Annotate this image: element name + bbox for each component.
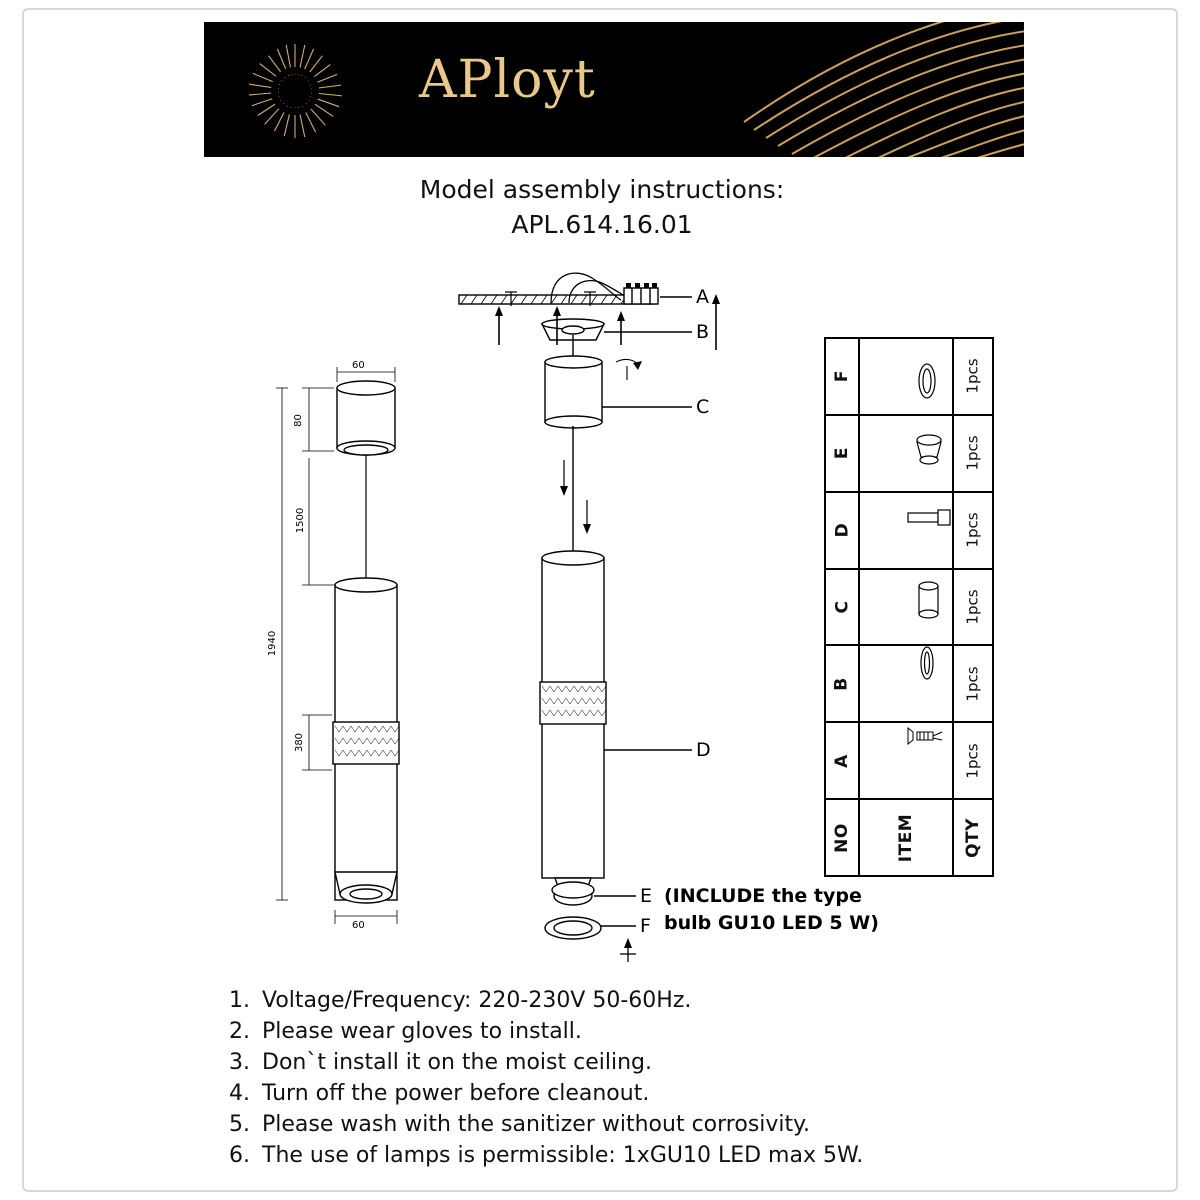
fan-rays-icon (714, 22, 1024, 157)
part-no-cell: D (826, 493, 860, 568)
table-row (826, 339, 992, 416)
part-item-cell (860, 570, 954, 645)
bulb-note-line-1: (INCLUDE the type (664, 885, 862, 907)
note-text: Please wear gloves to install. (262, 1019, 582, 1044)
dim-top-width: 60 (352, 360, 365, 371)
table-row (826, 493, 992, 570)
part-qty-cell: 1pcs (963, 512, 982, 548)
parts-table (824, 337, 994, 877)
note-number: 5. (229, 1112, 250, 1137)
note-number: 6. (229, 1143, 250, 1168)
note-item (216, 1016, 1036, 1047)
dim-top-height: 80 (292, 414, 304, 427)
part-qty-cell: 1pcs (963, 743, 982, 779)
note-number: 3. (229, 1050, 250, 1075)
part-no-cell: B (826, 646, 860, 721)
dim-total-length: 1940 (267, 630, 279, 657)
callout-b: B (696, 321, 710, 343)
note-text: Turn off the power before cleanout. (262, 1081, 650, 1106)
table-row (826, 416, 992, 493)
part-item-cell (860, 723, 954, 798)
note-item (216, 1140, 1036, 1171)
dim-body-length: 380 (294, 732, 306, 753)
brand-name: APloyt (419, 50, 596, 110)
part-qty-cell: 1pcs (963, 589, 982, 625)
table-row (826, 570, 992, 647)
note-text: Please wash with the sanitizer without corrosivity. (262, 1112, 811, 1137)
part-no-cell: F (826, 339, 860, 414)
header-item-cell: ITEM (860, 800, 954, 875)
title-line-1: Model assembly instructions: (419, 175, 785, 204)
note-text: Voltage/Frequency: 220-230V 50-60Hz. (262, 988, 692, 1013)
notes-list (216, 985, 1036, 1171)
callout-e: E (640, 885, 653, 907)
part-item-cell (860, 646, 954, 721)
dim-wire-length: 1500 (295, 507, 307, 534)
note-item (216, 1078, 1036, 1109)
page-title (24, 175, 1180, 239)
part-qty-cell: 1pcs (963, 358, 982, 394)
part-item-cell (860, 493, 954, 568)
sunburst-logo-icon (246, 42, 344, 140)
table-header-row (826, 800, 992, 875)
part-item-cell (860, 339, 954, 414)
bulb-note-line-2: bulb GU10 LED 5 W) (664, 912, 879, 934)
callout-a: A (696, 286, 709, 308)
table-row (826, 723, 992, 800)
part-no-cell: C (826, 570, 860, 645)
title-line-2: APL.614.16.01 (511, 210, 693, 239)
note-item (216, 1047, 1036, 1078)
callout-d: D (696, 739, 711, 761)
dim-bottom-width: 60 (352, 920, 365, 931)
table-row (826, 646, 992, 723)
callout-c: C (696, 396, 710, 418)
header-qty-cell: QTY (963, 817, 984, 858)
part-qty-cell: 1pcs (963, 435, 982, 471)
note-number: 4. (229, 1081, 250, 1106)
part-item-cell (860, 416, 954, 491)
note-number: 2. (229, 1019, 250, 1044)
part-no-cell: A (826, 723, 860, 798)
note-item (216, 1109, 1036, 1140)
note-item (216, 985, 1036, 1016)
brand-banner (204, 22, 1024, 157)
note-number: 1. (229, 988, 250, 1013)
instruction-sheet (22, 8, 1178, 1192)
part-no-cell: E (826, 416, 860, 491)
note-text: Don`t install it on the moist ceiling. (262, 1050, 652, 1075)
header-no-cell: NO (826, 800, 860, 875)
note-text: The use of lamps is permissible: 1xGU10 LED max 5W. (262, 1143, 864, 1168)
part-qty-cell: 1pcs (963, 666, 982, 702)
callout-f: F (640, 915, 651, 937)
